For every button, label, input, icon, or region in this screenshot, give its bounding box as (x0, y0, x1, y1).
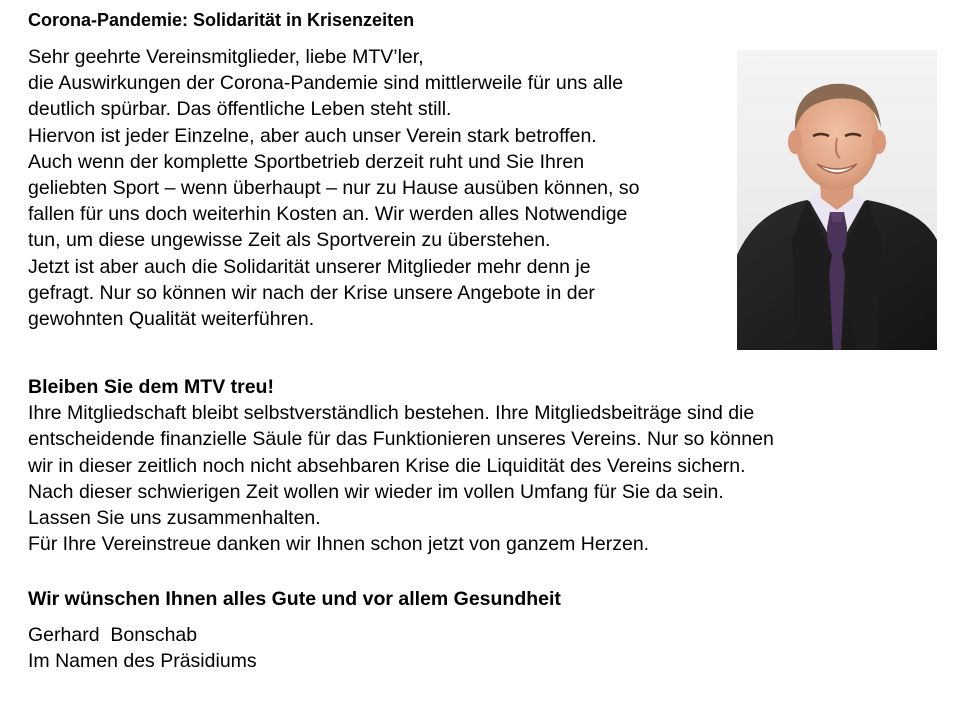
section-line: wir in dieser zeitlich noch nicht absehbaren Krise die Liquidität des Vereins sichern. (28, 454, 746, 477)
intro-line: gefragt. Nur so können wir nach der Krise unsere Angebote in der (28, 281, 595, 304)
section-line: Lassen Sie uns zusammenhalten. (28, 507, 321, 530)
intro-line: Auch wenn der komplette Sportbetrieb derzeit ruht und Sie Ihren (28, 150, 585, 173)
portrait-illustration (737, 50, 937, 350)
signature-block (28, 622, 257, 674)
signature-name: Gerhard Bonschab (28, 624, 198, 646)
intro-line: tun, um diese ungewisse Zeit als Sportverein zu überstehen. (28, 229, 551, 252)
intro-line: geliebten Sport – wenn überhaupt – nur zu Hause ausüben können, so (28, 177, 640, 200)
intro-line: Hiervon ist jeder Einzelne, aber auch unser Verein stark betroffen. (28, 124, 597, 147)
section-line: Für Ihre Vereinstreue danken wir Ihnen schon jetzt von ganzem Herzen. (28, 533, 650, 556)
section-line: Nach dieser schwierigen Zeit wollen wir wieder im vollen Umfang für Sie da sein. (28, 480, 724, 503)
section-title: Bleiben Sie dem MTV treu! (28, 376, 274, 398)
intro-line: Sehr geehrte Vereinsmitglieder, liebe MTV’ler, (28, 46, 424, 68)
intro-line: gewohnten Qualität weiterführen. (28, 308, 315, 331)
intro-paragraph (28, 44, 728, 332)
portrait-photo (737, 50, 937, 350)
section-line: entscheidende finanzielle Säule für das Funktionieren unseres Vereins. Nur so können (28, 428, 774, 451)
section-line: Ihre Mitgliedschaft bleibt selbstverständlich bestehen. Ihre Mitgliedsbeiträge sind die (28, 402, 755, 425)
intro-line: Jetzt ist aber auch die Solidarität unserer Mitglieder mehr denn je (28, 255, 591, 278)
intro-line: fallen für uns doch weiterhin Kosten an. Wir werden alles Notwendige (28, 203, 628, 226)
page-heading: Corona-Pandemie: Solidarität in Krisenzeiten (28, 10, 415, 30)
intro-line: die Auswirkungen der Corona-Pandemie sind mittlerweile für uns alle (28, 72, 624, 95)
intro-line: deutlich spürbar. Das öffentliche Leben steht still. (28, 98, 452, 121)
signature-role: Im Namen des Präsidiums (28, 650, 257, 673)
closing-wish: Wir wünschen Ihnen alles Gute und vor allem Gesundheit (28, 588, 561, 610)
membership-section (28, 374, 928, 557)
